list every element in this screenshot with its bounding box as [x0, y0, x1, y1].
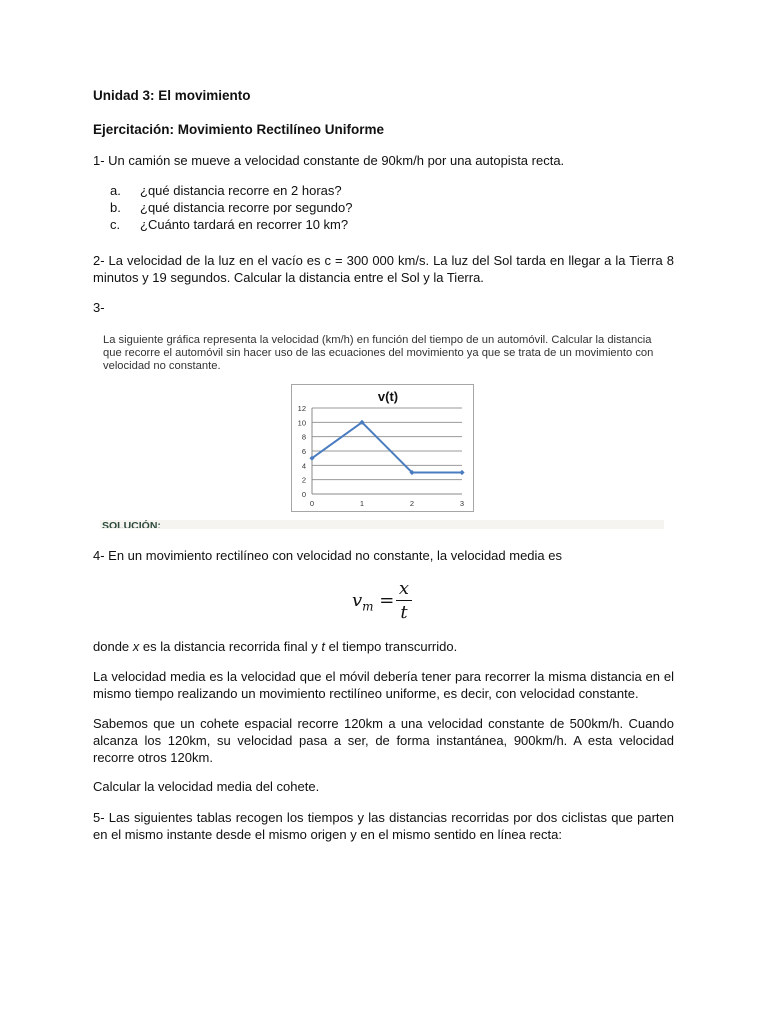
- formula-equals: =: [379, 590, 395, 611]
- list-item-text: ¿qué distancia recorre por segundo?: [140, 200, 353, 215]
- explanation-part: donde: [93, 639, 133, 654]
- exercise-2-text: 2- La velocidad de la luz en el vacío es c = 300 000 km/s. La luz del Sol tarda en llegar a la Tierra 8 minutos y 19 segundos. Calcular la distancia entre el Sol y la Tierra.: [93, 253, 674, 285]
- x-tick-label: 0: [309, 499, 315, 508]
- formula-v: v: [352, 590, 363, 611]
- list-marker: c.: [110, 217, 121, 232]
- list-marker: a.: [110, 183, 121, 198]
- velocity-chart: [291, 384, 474, 512]
- rocket-question: Calcular la velocidad media del cohete.: [93, 779, 320, 794]
- exercise-5-text: 5- Las siguientes tablas recogen los tiempos y las distancias recorridas por dos ciclistas que parten en el mismo instante desde el mismo origen y en el mismo sentido en línea recta:: [93, 810, 674, 842]
- embedded-figure: [100, 333, 664, 529]
- list-marker: b.: [110, 200, 121, 215]
- formula-denominator: t: [400, 602, 408, 623]
- explanation-var-x: x: [132, 639, 140, 654]
- y-tick-label: 4: [301, 461, 306, 471]
- explanation-part: el tiempo transcurrido.: [324, 639, 458, 654]
- formula-explanation: [93, 638, 674, 655]
- explanation-part: es la distancia recorrida final y: [139, 639, 322, 654]
- y-tick-label: 6: [301, 447, 306, 456]
- figure-caption: La siguiente gráfica representa la velocidad (km/h) en función del tiempo de un automóvil. Calcular la distancia que recorre el automóvil sin hacer uso de las ecuaciones del movimiento ya que se trata de un movimiento con velocidad no constante.: [103, 334, 654, 372]
- chart-title: v(t): [377, 389, 399, 404]
- unit-title: Unidad 3: El movimiento: [93, 88, 251, 103]
- list-item: [110, 182, 352, 199]
- y-tick-label: 8: [301, 432, 306, 442]
- fraction-bar: [396, 600, 412, 601]
- exercise-3-label: 3-: [93, 300, 105, 315]
- x-tick-label: 1: [359, 499, 365, 508]
- formula-subscript: m: [362, 599, 374, 614]
- y-tick-label: 12: [297, 404, 306, 413]
- rocket-problem-text: Sabemos que un cohete espacial recorre 120km a una velocidad constante de 500km/h. Cuando alcanza los 120km, su velocidad pasa a ser, de forma instantánea, 900km/h. A esta velocidad recorre otros 120km.: [93, 716, 674, 765]
- mean-velocity-definition: La velocidad media es la velocidad que el móvil debería tener para recorrer la misma distancia en el mismo tiempo realizando un movimiento rectilíneo uniforme, es decir, con velocidad constante.: [93, 669, 674, 701]
- formula-lhs: [352, 590, 394, 614]
- explanation-var-t: t: [321, 639, 325, 654]
- y-tick-label: 0: [301, 490, 306, 499]
- section-title: Ejercitación: Movimiento Rectilíneo Uniforme: [93, 122, 385, 137]
- data-point: [459, 470, 464, 475]
- chart-svg: [292, 385, 473, 511]
- list-item: [110, 199, 352, 216]
- formula-numerator: x: [398, 578, 410, 599]
- list-item-text: ¿Cuánto tardará en recorrer 10 km?: [140, 217, 349, 232]
- list-item: [110, 216, 352, 233]
- exercise-1-text: 1- Un camión se mueve a velocidad constante de 90km/h por una autopista recta.: [93, 153, 565, 168]
- figure-bottom-strip: [100, 520, 664, 529]
- list-item-text: ¿qué distancia recorre en 2 horas?: [140, 183, 342, 198]
- exercise-4-text: 4- En un movimiento rectilíneo con velocidad no constante, la velocidad media es: [93, 548, 562, 563]
- exercise-1-list: [110, 182, 352, 233]
- y-tick-label: 2: [301, 475, 306, 485]
- x-tick-label: 2: [409, 499, 415, 508]
- x-tick-label: 3: [459, 499, 465, 508]
- y-tick-label: 10: [297, 418, 306, 428]
- solution-label: SOLUCIÓN:: [102, 520, 161, 528]
